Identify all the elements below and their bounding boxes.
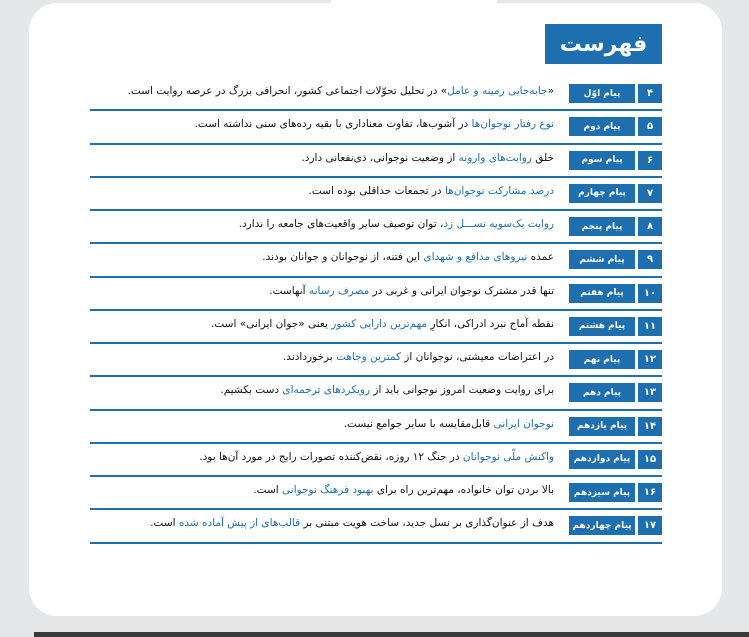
page-number-badge: ۸ — [638, 217, 662, 236]
page-number-badge: ۱۱ — [638, 317, 662, 336]
toc-row[interactable] — [90, 477, 662, 510]
highlighted-phrase: درصد مشارکت نوجوان‌ها — [444, 184, 554, 197]
message-text — [220, 384, 554, 396]
highlighted-phrase: جابه‌جایی زمینه و عامل — [447, 85, 548, 97]
text-segment: است. — [253, 484, 283, 496]
text-segment: عمده — [527, 251, 554, 264]
highlighted-phrase: واکنش ملّی نوجوانان — [462, 450, 554, 463]
text-segment: هدف از عنوان‌گذاری بر نسل جدید، ساخت هویت مبتنی بر — [300, 517, 554, 530]
text-segment: دست بکشیم. — [220, 384, 283, 397]
bottom-rule — [34, 632, 749, 637]
card-top-tab — [329, 0, 499, 17]
message-label: پیام چهارم — [569, 184, 635, 203]
message-label: پیام نهم — [569, 350, 635, 369]
toc-row[interactable] — [90, 178, 662, 211]
text-segment: برای روایت وضعیت امروز نوجوانی باید از — [370, 384, 554, 397]
highlighted-phrase: روایت یک‌سویه نســـل زد — [443, 218, 554, 230]
message-text — [211, 318, 554, 330]
highlighted-phrase: مصرف رسانه — [308, 284, 370, 297]
toc-row[interactable] — [90, 377, 662, 410]
text-segment: در تجمعات حداقلی بوده است. — [308, 184, 445, 197]
toc-row[interactable] — [90, 211, 662, 244]
highlighted-phrase: نیروهای مدافع و شهدای — [423, 251, 528, 264]
highlighted-phrase: قالب‌های از پیش آماده شده — [178, 517, 301, 530]
message-text — [283, 351, 554, 363]
message-text — [195, 118, 554, 130]
toc-row[interactable] — [90, 111, 662, 144]
message-label: پیام پنجم — [569, 217, 635, 236]
toc-row[interactable] — [90, 510, 662, 543]
toc-row[interactable] — [90, 278, 662, 311]
message-label: پیام چهاردهم — [569, 516, 635, 535]
message-text — [262, 251, 554, 263]
page-number-badge: ۱۰ — [638, 284, 662, 303]
page-number-badge: ۴ — [638, 84, 662, 103]
text-segment: در جنگ ۱۲ روزه، نقض‌کننده تصورات رایج در مورد آن‌ها بود. — [199, 450, 463, 463]
page-number-badge: ۷ — [638, 184, 662, 203]
toc-row[interactable] — [90, 444, 662, 477]
text-segment: از وضعیت نوجوانی، ذی‌نفعانی دارد. — [301, 151, 459, 164]
message-label: پیام دوازدهم — [569, 450, 635, 469]
highlighted-phrase: نوجوان ایرانی — [493, 417, 554, 430]
page-number-badge: ۵ — [638, 117, 662, 136]
text-segment: نقطه آماج نبرد ادراکی، انکارِ — [427, 317, 554, 330]
message-text — [128, 85, 554, 97]
text-segment: خلق — [531, 151, 554, 164]
message-label: پیام سوم — [569, 151, 635, 170]
message-label: پیام هفتم — [569, 284, 635, 303]
text-segment: این فتنه، از نوجوانان و جوانان بودند. — [262, 251, 424, 264]
text-segment: بالا بردن توان خانواده، مهم‌ترین راه برای — [373, 484, 554, 496]
message-text — [253, 484, 554, 496]
message-label: پیام ششم — [569, 250, 635, 269]
table-of-contents — [90, 78, 662, 544]
text-segment: » در تحلیل تحوّلات اجتماعی کشور، انحرافی بزرگ در عرصه روایت است. — [127, 85, 448, 97]
page-number-badge: ۱۵ — [638, 450, 662, 469]
toc-row[interactable] — [90, 78, 662, 111]
text-segment: یعنی «جوان ایرانی» است. — [211, 317, 332, 330]
toc-row[interactable] — [90, 244, 662, 277]
highlighted-phrase: روایت‌های وارونه — [458, 151, 532, 164]
page-number-badge: ۱۷ — [638, 516, 662, 535]
message-text — [309, 185, 554, 197]
message-label: پیام یازدهم — [569, 417, 635, 436]
page-number-badge: ۶ — [638, 151, 662, 170]
text-segment: در آشوب‌ها، تفاوت معناداری با بقیه رده‌های سنی نداشته است. — [194, 118, 472, 131]
page-title: فهرست — [545, 24, 662, 64]
highlighted-phrase: رویکردهای ترجمه‌ای — [282, 384, 371, 397]
message-label: پیام دوم — [569, 117, 635, 136]
highlighted-phrase: بهبود فرهنگ نوجوانی — [282, 484, 374, 496]
text-segment: ، توان توصیف سایر واقعیت‌های جامعه را ندارد. — [238, 218, 444, 230]
highlighted-phrase: کمترین وجاهت — [336, 351, 401, 363]
message-text — [199, 451, 554, 463]
message-label: پیام هشتم — [569, 317, 635, 336]
text-segment: است. — [150, 517, 179, 530]
text-segment: « — [547, 85, 554, 97]
toc-row[interactable] — [90, 311, 662, 344]
text-segment: برخوردادند. — [282, 351, 337, 363]
message-text — [239, 218, 554, 230]
message-label: پیام سیزدهم — [569, 483, 635, 502]
toc-row[interactable] — [90, 344, 662, 377]
toc-row[interactable] — [90, 411, 662, 444]
message-label: پیام دهم — [569, 383, 635, 402]
text-segment: در اعتراضات معیشتی، نوجوانان از — [400, 351, 554, 363]
message-text — [301, 152, 554, 164]
page-number-badge: ۱۴ — [638, 417, 662, 436]
message-text — [269, 285, 554, 297]
page-number-badge: ۱۳ — [638, 383, 662, 402]
highlighted-phrase: مهم‌ترین دارایی کشور — [331, 317, 428, 330]
toc-row[interactable] — [90, 145, 662, 178]
text-segment: تنها قدر مشترک نوجوان ایرانی و غربی در — [369, 284, 554, 297]
page-number-badge: ۱۶ — [638, 483, 662, 502]
text-segment: قابل‌مقایسه با سایر جوامع نیست. — [343, 417, 494, 430]
message-label: پیام اوّل — [569, 84, 635, 103]
page-number-badge: ۹ — [638, 250, 662, 269]
highlighted-phrase: نوع رفتار نوجوان‌ها — [471, 118, 554, 131]
message-text — [344, 418, 554, 430]
page-number-badge: ۱۲ — [638, 350, 662, 369]
message-text — [150, 517, 554, 529]
text-segment: آنهاست. — [269, 284, 309, 297]
